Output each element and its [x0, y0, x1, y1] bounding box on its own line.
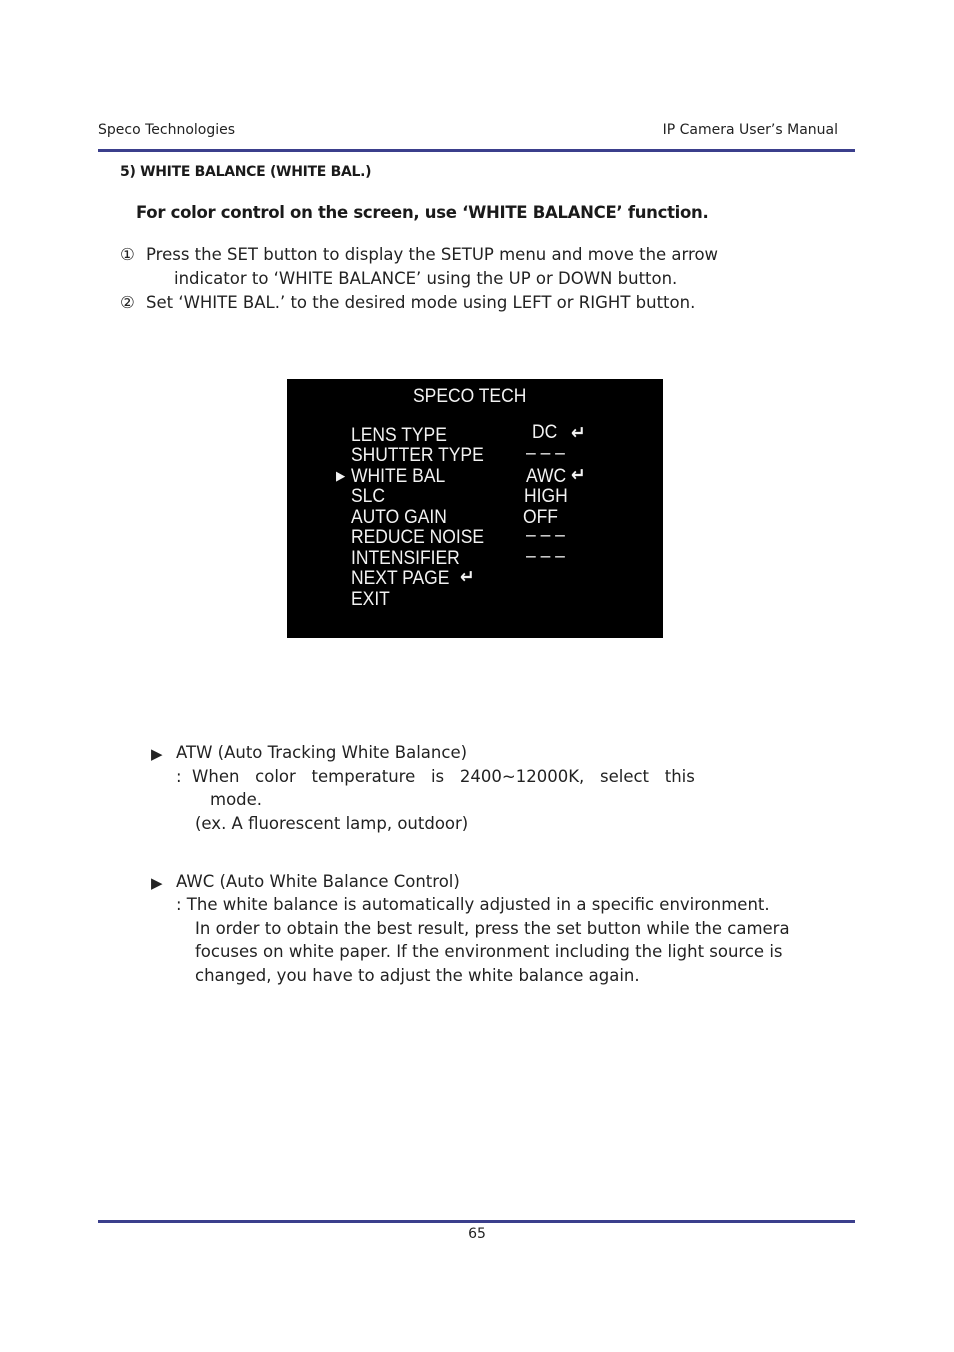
atw-description-line-2: mode. [210, 790, 263, 809]
atw-title: ATW (Auto Tracking White Balance) [176, 743, 468, 762]
osd-item-reduce-noise: REDUCE NOISE [351, 527, 485, 548]
header-left: Speco Technologies [98, 122, 236, 138]
osd-item-lens-type: LENS TYPE [351, 425, 447, 446]
osd-item-white-bal: WHITE BAL [351, 466, 446, 487]
osd-menu-screen [287, 379, 663, 638]
osd-value-white-bal: AWC [526, 466, 567, 487]
osd-value-intensifier: – – – [526, 546, 565, 567]
header-rule [98, 149, 855, 152]
osd-item-intensifier: INTENSIFIER [351, 548, 460, 569]
awc-description-line-2: In order to obtain the best result, press the set button while the camera [195, 919, 790, 938]
atw-bullet-icon: ▶ [151, 745, 163, 763]
osd-value-reduce-noise: – – – [526, 525, 565, 546]
step-1-line-1: Press the SET button to display the SETUP menu and move the arrow [146, 245, 719, 264]
osd-item-next-page: NEXT PAGE [351, 568, 450, 589]
enter-icon: ↵ [460, 567, 475, 588]
step-1-line-2: indicator to ‘WHITE BALANCE’ using the UP or DOWN button. [174, 269, 678, 288]
atw-example: (ex. A fluorescent lamp, outdoor) [195, 814, 469, 833]
step-2-number: ② [120, 293, 135, 312]
osd-value-shutter-type: – – – [526, 443, 565, 464]
awc-bullet-icon: ▶ [151, 874, 163, 892]
atw-description-line-1: : When color temperature is 2400~12000K, select this [176, 767, 695, 786]
enter-icon: ↵ [571, 465, 586, 486]
awc-description-line-4: changed, you have to adjust the white balance again. [195, 966, 640, 985]
osd-value-lens-type: DC [532, 422, 558, 443]
osd-value-auto-gain: OFF [523, 507, 558, 528]
osd-item-exit: EXIT [351, 589, 390, 610]
footer-rule [98, 1220, 855, 1223]
section-title: 5) WHITE BALANCE (WHITE BAL.) [120, 164, 372, 180]
osd-title: SPECO TECH [413, 386, 527, 407]
section-intro: For color control on the screen, use ‘WHITE BALANCE’ function. [136, 203, 709, 222]
step-2-line-1: Set ‘WHITE BAL.’ to the desired mode using LEFT or RIGHT button. [146, 293, 696, 312]
osd-item-slc: SLC [351, 486, 386, 507]
step-1-number: ① [120, 245, 135, 264]
page-number: 65 [468, 1226, 486, 1242]
selector-arrow-icon: ▶ [336, 468, 346, 483]
osd-item-auto-gain: AUTO GAIN [351, 507, 447, 528]
awc-description-line-3: focuses on white paper. If the environment including the light source is [195, 942, 783, 961]
header-right: IP Camera User’s Manual [662, 122, 838, 138]
osd-item-shutter-type: SHUTTER TYPE [351, 445, 484, 466]
osd-value-slc: HIGH [524, 486, 568, 507]
awc-title: AWC (Auto White Balance Control) [176, 872, 460, 891]
enter-icon: ↵ [571, 423, 586, 444]
awc-description-line-1: : The white balance is automatically adjusted in a specific environment. [176, 895, 770, 914]
